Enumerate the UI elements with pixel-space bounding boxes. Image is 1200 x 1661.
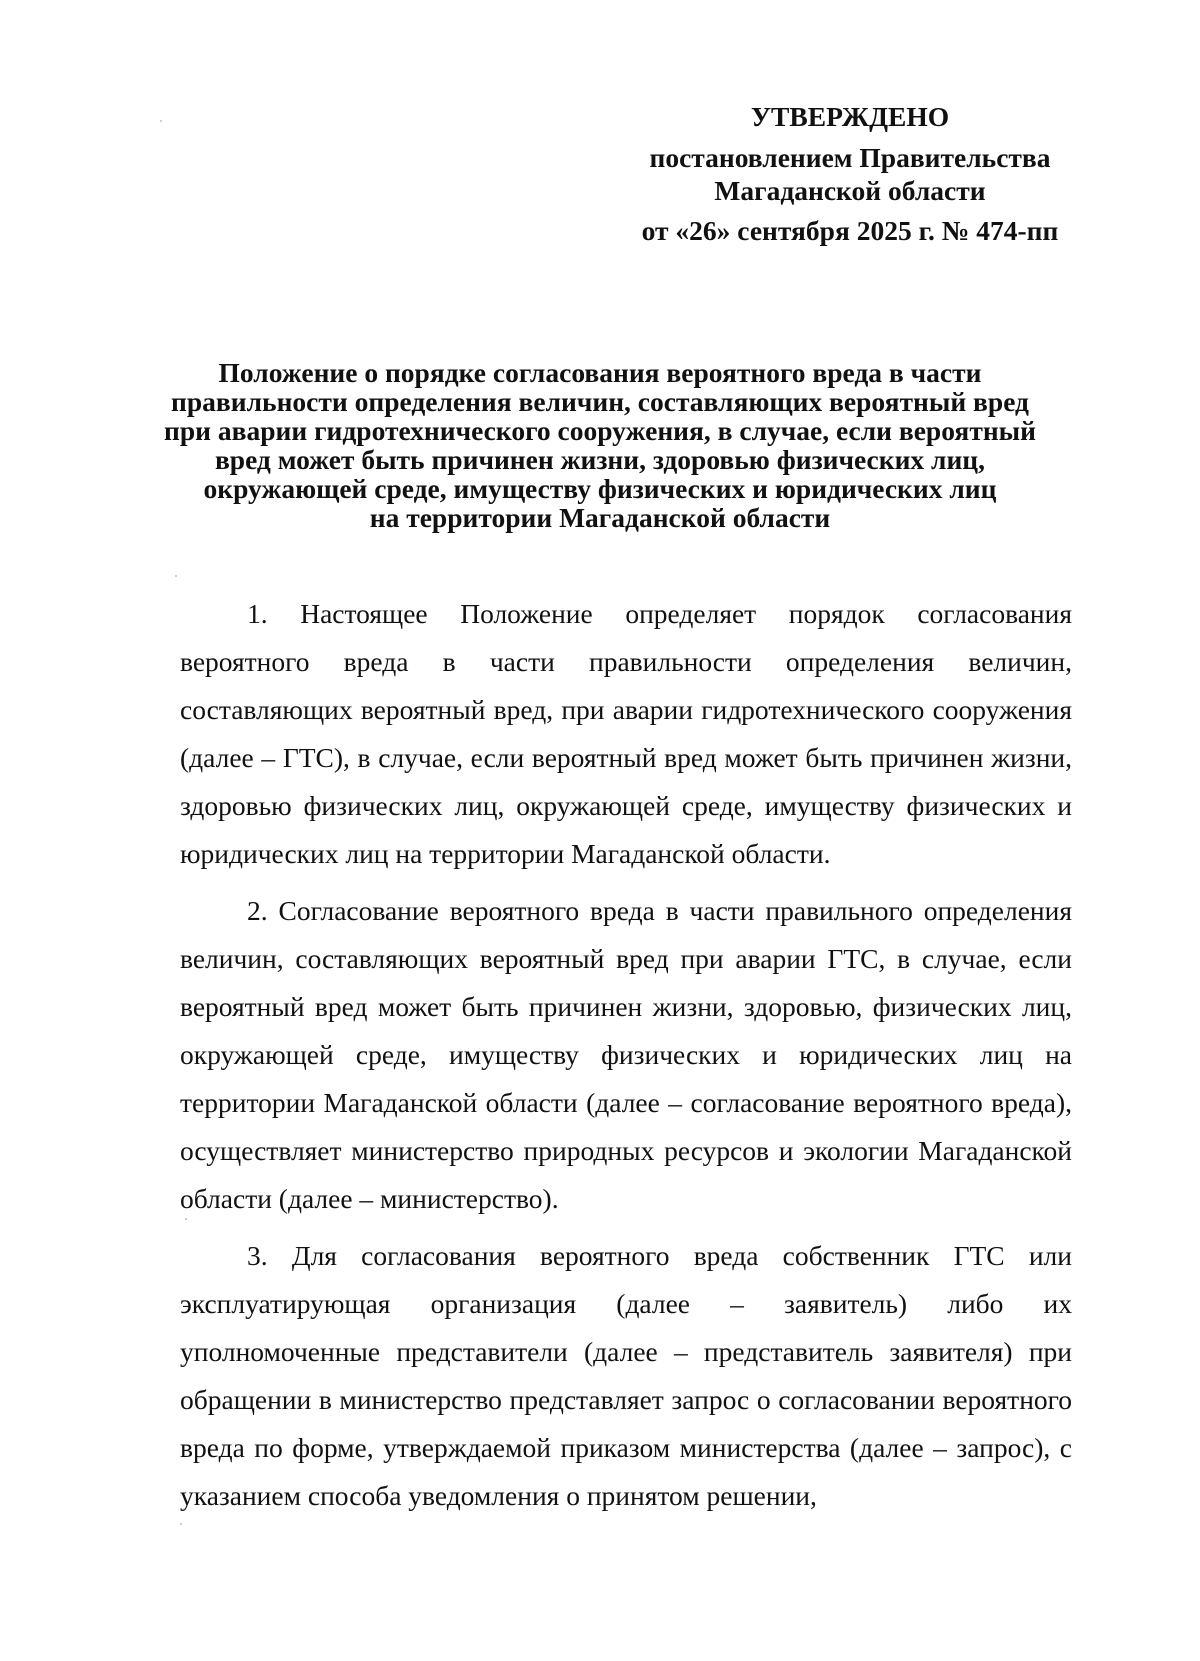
title-line: на территории Магаданской области [369, 502, 831, 533]
paragraph-2: 2. Согласование вероятного вреда в части правильного определения величин, составляющих вероятный вред при аварии ГТС, в случае, если вероятный вред может быть причинен жизни, здоровью, физических лиц, окружающей среде, имуществу физических и юридических лиц на территории Магаданской области (далее – согласование вероятного вреда), осуществляет министерство природных ресурсов и экологии Магаданской области (далее – министерство). [180, 895, 1072, 1214]
approval-line-region: Магаданской области [714, 175, 986, 206]
approval-date-number: от «26» сентября 2025 г. № 474-пп [641, 215, 1059, 246]
title-line: Положение о порядке согласования вероятного вреда в части [218, 357, 982, 388]
approval-heading: УТВЕРЖДЕНО [750, 101, 950, 132]
scan-speck [185, 1218, 187, 1220]
title-line: окружающей среде, имуществу физических и юридических лиц [203, 473, 997, 504]
title-line: вред может быть причинен жизни, здоровью физических лиц, [214, 444, 986, 475]
scan-speck [180, 1523, 182, 1525]
title-line: при аварии гидротехнического сооружения, в случае, если вероятный [164, 415, 1036, 446]
scan-speck [175, 575, 177, 577]
scan-speck [160, 120, 162, 122]
title-line: правильности определения величин, составляющих вероятный вред [171, 386, 1029, 417]
approval-block [620, 100, 1080, 247]
document-body [180, 590, 1072, 1529]
approval-line-resolution: постановлением Правительства [649, 142, 1051, 173]
paragraph-1: 1. Настоящее Положение определяет порядок согласования вероятного вреда в части правильности определения величин, составляющих вероятный вред, при аварии гидротехнического сооружения (далее – ГТС), в случае, если вероятный вред может быть причинен жизни, здоровью физических лиц, окружающей среде, имуществу физических и юридических лиц на территории Магаданской области. [180, 598, 1072, 869]
paragraph-3: 3. Для согласования вероятного вреда собственник ГТС или эксплуатирующая организация (далее – заявитель) либо их уполномоченные представители (далее – представитель заявителя) при обращении в министерство представляет запрос о согласовании вероятного вреда по форме, утверждаемой приказом министерства (далее – запрос), с указанием способа уведомления о принятом решении, [180, 1240, 1072, 1511]
document-title [140, 358, 1060, 532]
